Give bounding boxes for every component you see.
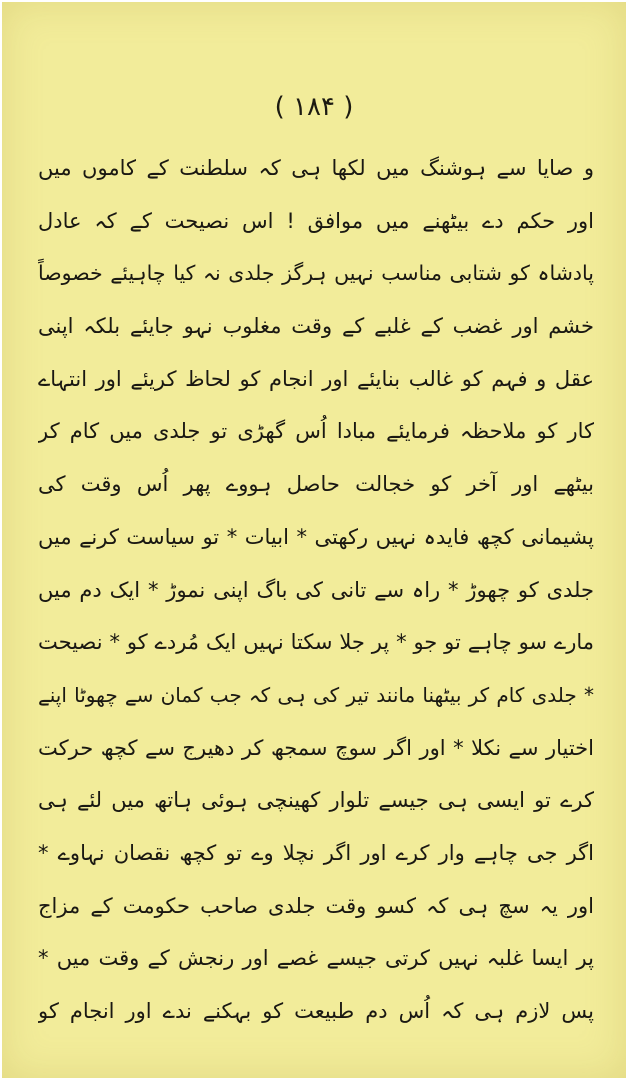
text-line: اور حکم دے بیٹھنے میں موافق ! اس نصیحت کے کہ عادل xyxy=(38,208,594,233)
page-number: ( ۱۸۴ ) xyxy=(274,92,354,122)
book-page xyxy=(2,2,626,1078)
text-line: پادشاہ کو شتابی مناسب نہیں ہرگز جلدی نہ کیا چاہیئے خصوصاً xyxy=(38,261,594,286)
text-line: و صایا سے ہوشنگ میں لکھا ہی کہ سلطنت کے کاموں میں xyxy=(38,156,594,180)
text-line: مارے سو چاہے تو جو * پر جلا سکتا نہیں ایک مُردے کو * نصیحت xyxy=(38,630,594,655)
text-line: پر ایسا غلبہ نہیں کرتی جیسے غصے اور رنجش کے وقت میں * xyxy=(38,946,594,971)
text-line: عقل و فہم کو غالب بنایئے اور انجام کو لحاظ کریئے اور انتہاے xyxy=(38,366,594,391)
text-line: پشیمانی کچھ فایدہ نہیں رکھتی * ابیات * تو سیاست کرنے میں xyxy=(38,524,594,549)
text-line: پس لازم ہی کہ اُس دم طبیعت کو بہکنے ندے اور انجام کو xyxy=(38,999,594,1023)
text-line: بیٹھے اور آخر کو خجالت حاصل ہووے پھر اُس وقت کی xyxy=(38,472,594,497)
text-line: خشم اور غضب کے غلبے کے وقت مغلوب نہو جایئے بلکہ اپنی xyxy=(38,314,594,339)
text-line: کرے تو ایسی ہی جیسے تلوار کھینچی ہوئی ہاتھ میں لئے ہی xyxy=(38,788,594,813)
text-line: اور یہ سچ ہی کہ کسو وقت جلدی صاحب حکومت کے مزاج xyxy=(38,893,594,918)
page-text xyxy=(38,142,594,1038)
text-line: * جلدی کام کر بیٹھنا مانند تیر کی ہی کہ جب کمان سے چھوٹا اپنے xyxy=(38,682,594,707)
text-line: اگر جی چاہے وار کرے اور اگر نچلا وے تو کچھ نقصان نہاوے * xyxy=(38,840,594,865)
text-line: کار کو ملاحظہ فرمایئے مبادا اُس گھڑی تو جلدی میں کام کر xyxy=(38,419,594,444)
text-line: جلدی کو چھوڑ * راہ سے تانی کی باگ اپنی نموڑ * ایک دم میں xyxy=(38,577,594,602)
text-line: اختیار سے نکلا * اور اگر سوچ سمجھ کر دھیرج سے کچھ حرکت xyxy=(38,735,594,760)
